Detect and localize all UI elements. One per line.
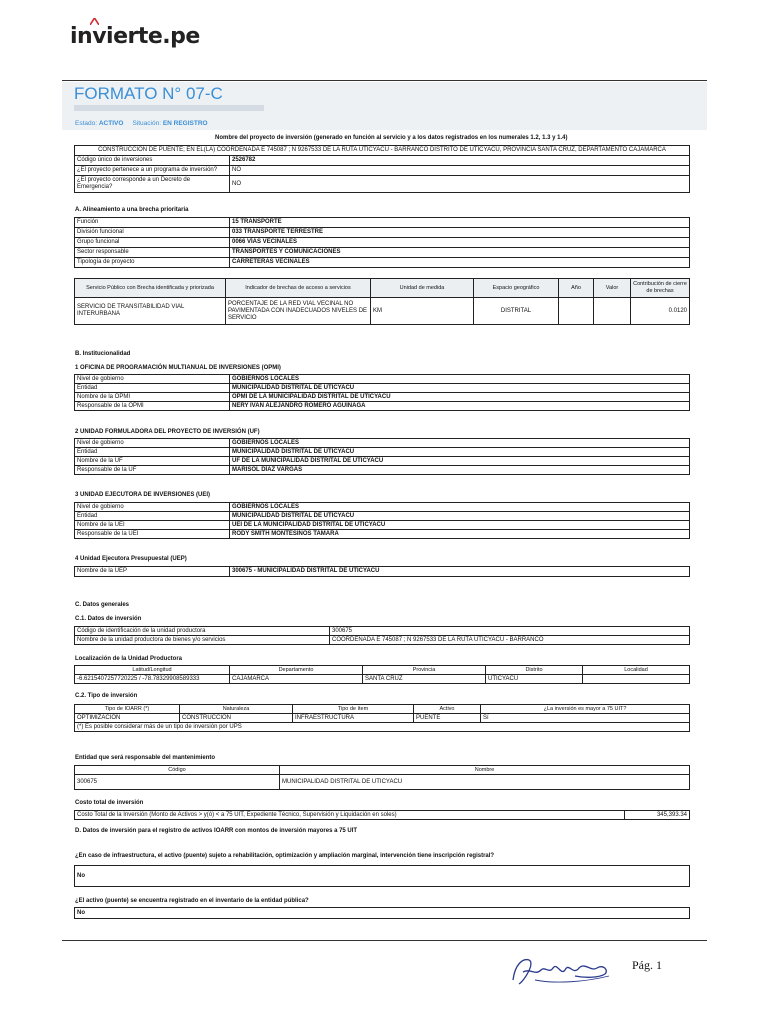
- c2-header: Tipo de IOARR (*): [75, 705, 180, 714]
- localizacion-table: [74, 665, 690, 684]
- opmi-label: Responsable de la OPMI: [75, 402, 230, 411]
- uf-label: Nombre de la UF: [75, 457, 230, 466]
- c2-cell: PUENTE: [414, 714, 481, 723]
- mant-header: Nombre: [280, 766, 690, 775]
- opmi-label: Entidad: [75, 384, 230, 393]
- c1-label: Nombre de la unidad productora de bienes y/o servicios: [75, 636, 330, 645]
- d-answer-1-table: [74, 865, 690, 887]
- c2-note: (*) Es posible considerar más de un tipo de inversión por UPS: [75, 723, 690, 732]
- mant-cell: 300675: [75, 775, 280, 790]
- uei-label: Responsable de la UEI: [75, 530, 230, 539]
- c2-header: Activo: [414, 705, 481, 714]
- uei-value: GOBIERNOS LOCALES: [230, 503, 690, 512]
- uei-label: Entidad: [75, 512, 230, 521]
- loc-cell: SANTA CRUZ: [363, 675, 486, 684]
- d-answer-2-table: [74, 907, 690, 919]
- c1-value: 300675: [330, 627, 690, 636]
- loc-header: Provincia: [363, 666, 486, 675]
- c2-cell: Sí: [481, 714, 690, 723]
- uf-label: Responsable de la UF: [75, 466, 230, 475]
- uf-heading: 2 UNIDAD FORMULADORA DEL PROYECTO DE INVERSIÓN (UF): [75, 429, 260, 435]
- d-answer-1: No: [75, 866, 690, 887]
- page-number: Pág. 1: [632, 958, 662, 972]
- opmi-label: Nivel de gobierno: [75, 375, 230, 384]
- loc-header: Departamento: [230, 666, 363, 675]
- brecha-cell: [559, 298, 594, 325]
- brecha-cell: PORCENTAJE DE LA RED VIAL VECINAL NO PAVIMENTADA CON INADECUADOS NIVELES DE SERVICIO: [226, 298, 371, 325]
- brecha-cell: DISTRITAL: [474, 298, 559, 325]
- mantenimiento-table: [74, 765, 690, 790]
- loc-cell: CAJAMARCA: [230, 675, 363, 684]
- uf-table: [74, 438, 690, 475]
- project-name-heading: Nombre del proyecto de inversión (generado en función al servicio y a los datos registrados en los numerales 1.2, 1.3 y 1.4): [215, 135, 568, 141]
- c2-header: Tipo de ítem: [293, 705, 414, 714]
- a-row-value: 033 TRANSPORTE TERRESTRE: [230, 228, 690, 238]
- uep-value: 300675 - MUNICIPALIDAD DISTRITAL DE UTICYACU: [230, 567, 690, 577]
- brecha-header: Espacio geográfico: [474, 279, 559, 298]
- mantenimiento-heading: Entidad que será responsable del mantenimiento: [75, 755, 216, 761]
- costo-label: Costo Total de la Inversión (Monto de Activos > y(ó) < a 75 UIT, Expediente Técnico, Supervisión y Liquidación en soles): [75, 811, 625, 820]
- a-row-label: Grupo funcional: [75, 238, 230, 248]
- d-answer-2: No: [75, 908, 690, 919]
- section-a-heading: A. Alineamiento a una brecha prioritaria: [75, 207, 189, 213]
- project-row-label: ¿El proyecto corresponde a un Decreto de Emergencia?: [75, 176, 230, 193]
- costo-value: 345,393.34: [625, 811, 690, 820]
- loc-header: Localidad: [583, 666, 690, 675]
- uf-label: Entidad: [75, 448, 230, 457]
- section-b-heading: B. Institucionalidad: [75, 351, 131, 357]
- a-row-label: Tipología de proyecto: [75, 258, 230, 268]
- c2-header: ¿La inversión es mayor a 75 UIT?: [481, 705, 690, 714]
- brecha-table: [74, 278, 690, 325]
- brecha-cell: SERVICIO DE TRANSITABILIDAD VIAL INTERURBANA: [75, 298, 226, 325]
- loc-cell: UTICYACU: [486, 675, 583, 684]
- loc-cell: [583, 675, 690, 684]
- project-name: CONSTRUCCION DE PUENTE; EN EL(LA) COORDENADA E 745087 ; N 9267533 DE LA RUTA UTICYACU - BARRANCO DISTRITO DE UTICYACU, PROVINCIA SANTA CRUZ, DEPARTAMENTO CAJAMARCA: [75, 146, 690, 156]
- uep-heading: 4 Unidad Ejecutora Presupuestal (UEP): [75, 556, 187, 562]
- project-row-value: NO: [230, 166, 690, 176]
- opmi-value: GOBIERNOS LOCALES: [230, 375, 690, 384]
- project-table: [74, 145, 690, 193]
- brecha-header: Contribución de cierre de brechas: [631, 279, 690, 298]
- project-row-label: ¿El proyecto pertenece a un programa de inversión?: [75, 166, 230, 176]
- c1-value: COORDENADA E 745087 ; N 9267533 DE LA RUTA UTICYACU - BARRANCO: [330, 636, 690, 645]
- project-row-label: Código único de inversiones: [75, 156, 230, 166]
- brecha-header: Servicio Público con Brecha identificada y priorizada: [75, 279, 226, 298]
- handwritten-signature: [505, 950, 615, 990]
- invierte-logo: invierte.pe: [70, 24, 200, 49]
- opmi-value: MUNICIPALIDAD DISTRITAL DE UTICYACU: [230, 384, 690, 393]
- uf-value: UF DE LA MUNICIPALIDAD DISTRITAL DE UTICYACU: [230, 457, 690, 466]
- c2-cell: CONSTRUCCION: [180, 714, 293, 723]
- uei-table: [74, 502, 690, 539]
- uf-value: GOBIERNOS LOCALES: [230, 439, 690, 448]
- c1-label: Código de identificación de la unidad productora: [75, 627, 330, 636]
- brecha-cell: KM: [371, 298, 474, 325]
- a-row-value: 15 TRANSPORTE: [230, 218, 690, 228]
- status-line: [75, 120, 208, 127]
- opmi-table: [74, 374, 690, 411]
- section-d-heading: D. Datos de inversión para el registro de activos IOARR con montos de inversión mayores a 75 UIT: [75, 828, 358, 834]
- a-row-label: Función: [75, 218, 230, 228]
- mant-header: Código: [75, 766, 280, 775]
- situacion-label: Situación:: [132, 120, 161, 127]
- uf-label: Nivel de gobierno: [75, 439, 230, 448]
- brecha-header: Indicador de brechas de acceso a servicios: [226, 279, 371, 298]
- opmi-value: OPMI DE LA MUNICIPALIDAD DISTRITAL DE UTICYACU: [230, 393, 690, 402]
- opmi-heading: 1 OFICINA DE PROGRAMACIÓN MULTIANUAL DE INVERSIONES (OPMI): [75, 365, 281, 371]
- uep-label: Nombre de la UEP: [75, 567, 230, 577]
- uei-value: MUNICIPALIDAD DISTRITAL DE UTICYACU: [230, 512, 690, 521]
- uf-value: MUNICIPALIDAD DISTRITAL DE UTICYACU: [230, 448, 690, 457]
- opmi-label: Nombre de la OPMI: [75, 393, 230, 402]
- mant-cell: MUNICIPALIDAD DISTRITAL DE UTICYACU: [280, 775, 690, 790]
- a-row-value: 0066 VÍAS VECINALES: [230, 238, 690, 248]
- c2-cell: INFRAESTRUCTURA: [293, 714, 414, 723]
- brecha-header: Valor: [594, 279, 631, 298]
- uei-value: UEI DE LA MUNICIPALIDAD DISTRITAL DE UTICYACU: [230, 521, 690, 530]
- brecha-cell: 0.0120: [631, 298, 690, 325]
- costo-table: [74, 810, 690, 820]
- brecha-header: Año: [559, 279, 594, 298]
- opmi-value: NERY IVAN ALEJANDRO ROMERO AGUINAGA: [230, 402, 690, 411]
- section-a-table: [74, 217, 690, 268]
- situacion-value: EN REGISTRO: [162, 120, 208, 127]
- logo-accent-icon: [90, 18, 99, 25]
- c2-header: Naturaleza: [180, 705, 293, 714]
- section-c-heading: C. Datos generales: [75, 602, 130, 608]
- uei-value: RODY SMITH MONTESINOS TAMARA: [230, 530, 690, 539]
- estado-label: Estado:: [75, 120, 98, 127]
- c1-table: [74, 626, 690, 645]
- a-row-value: CARRETERAS VECINALES: [230, 258, 690, 268]
- estado-value: ACTIVO: [98, 120, 124, 127]
- c2-cell: OPTIMIZACION: [75, 714, 180, 723]
- d-question-1: ¿En caso de infraestructura, el activo (puente) sujeto a rehabilitación, optimización y ampliación marginal, intervención tiene inscripción registral?: [75, 853, 495, 859]
- c1-heading: C.1. Datos de inversión: [75, 616, 142, 622]
- form-subtitle-blurred: [74, 105, 264, 111]
- d-question-2: ¿El activo (puente) se encuentra registrado en el inventario de la entidad pública?: [75, 898, 309, 904]
- brecha-header: Unidad de medida: [371, 279, 474, 298]
- bottom-divider: [62, 940, 707, 941]
- top-divider: [62, 80, 707, 81]
- localizacion-heading: Localización de la Unidad Productora: [75, 656, 183, 662]
- loc-header: Latitud/Longitud: [75, 666, 230, 675]
- costo-heading: Costo total de inversión: [75, 800, 144, 806]
- project-row-value: 2526782: [230, 156, 690, 166]
- a-row-value: TRANSPORTES Y COMUNICACIONES: [230, 248, 690, 258]
- a-row-label: Sector responsable: [75, 248, 230, 258]
- uei-label: Nombre de la UEI: [75, 521, 230, 530]
- form-title: FORMATO N° 07-C: [74, 84, 223, 103]
- loc-cell: -6.6215407257720225 / -78.78329908589333: [75, 675, 230, 684]
- uep-table: [74, 566, 690, 577]
- uf-value: MARISOL DÍAZ VARGAS: [230, 466, 690, 475]
- brecha-cell: [594, 298, 631, 325]
- c2-heading: C.2. Tipo de inversión: [75, 693, 138, 699]
- uei-heading: 3 UNIDAD EJECUTORA DE INVERSIONES (UEI): [75, 492, 211, 498]
- c2-table: [74, 704, 690, 732]
- loc-header: Distrito: [486, 666, 583, 675]
- a-row-label: División funcional: [75, 228, 230, 238]
- uei-label: Nivel de gobierno: [75, 503, 230, 512]
- project-row-value: NO: [230, 176, 690, 193]
